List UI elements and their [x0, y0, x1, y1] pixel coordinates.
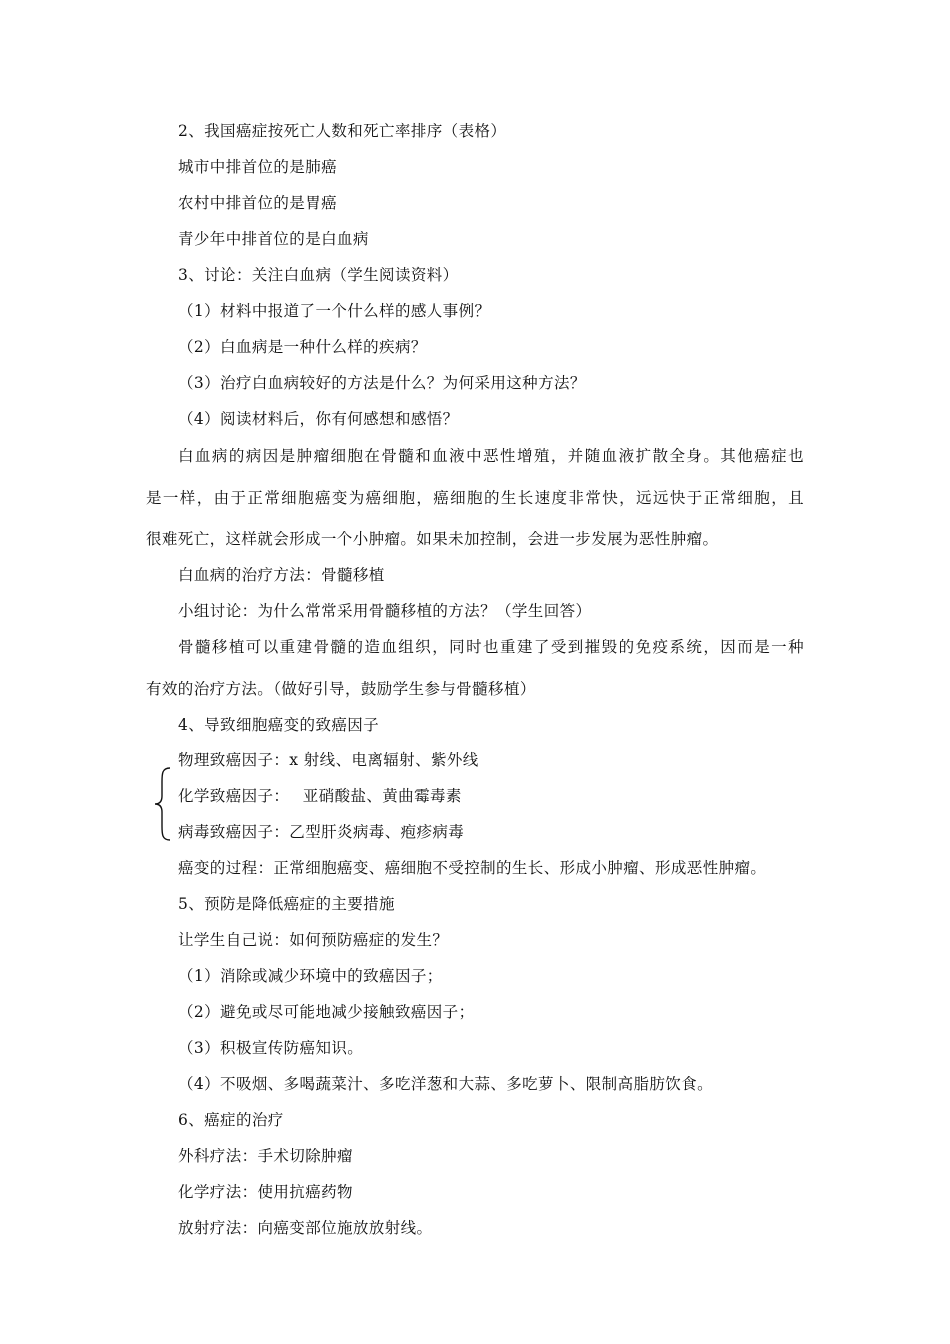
leukemia-paragraph-line-2: 是一样，由于正常细胞癌变为癌细胞，癌细胞的生长速度非常快，远远快于正常细胞，且	[146, 489, 804, 507]
section-5-heading: 5、预防是降低癌症的主要措施	[178, 895, 395, 913]
section-4-heading: 4、导致细胞癌变的致癌因子	[178, 716, 380, 734]
leukemia-paragraph-line-1: 白血病的病因是肿瘤细胞在骨髓和血液中恶性增殖，并随血液扩散全身。其他癌症也	[178, 447, 804, 465]
leukemia-paragraph-line-3: 很难死亡，这样就会形成一个小肿瘤。如果未加控制，会进一步发展为恶性肿瘤。	[146, 530, 719, 548]
prevention-intro: 让学生自己说：如何预防癌症的发生？	[178, 931, 449, 949]
prevention-point-4: （4）不吸烟、多喝蔬菜汁、多吃洋葱和大蒜、多吃萝卜、限制高脂肪饮食。	[178, 1075, 713, 1093]
discussion-question-2: （2）白血病是一种什么样的疾病？	[178, 338, 427, 356]
discussion-question-4: （4）阅读材料后，你有何感想和感悟？	[178, 410, 459, 428]
prevention-point-3: （3）积极宣传防癌知识。	[178, 1039, 364, 1057]
curly-brace-icon	[152, 766, 174, 842]
city-cancer-line: 城市中排首位的是肺癌	[178, 158, 338, 176]
prevention-point-1: （1）消除或减少环境中的致癌因子；	[178, 967, 443, 985]
discussion-question-3: （3）治疗白血病较好的方法是什么？为何采用这种方法？	[178, 374, 586, 392]
physical-carcinogens: 物理致癌因子：x 射线、电离辐射、紫外线	[178, 751, 479, 769]
chemo-therapy: 化学疗法：使用抗癌药物	[178, 1183, 353, 1201]
cancer-process-line: 癌变的过程：正常细胞癌变、癌细胞不受控制的生长、形成小肿瘤、形成恶性肿瘤。	[178, 859, 767, 877]
youth-cancer-line: 青少年中排首位的是白血病	[178, 230, 369, 248]
section-3-heading: 3、讨论：关注白血病（学生阅读资料）	[178, 266, 459, 284]
prevention-point-2: （2）避免或尽可能地减少接触致癌因子；	[178, 1003, 475, 1021]
treatment-line: 白血病的治疗方法：骨髓移植	[178, 566, 385, 584]
chemical-carcinogens: 化学致癌因子： 亚硝酸盐、黄曲霉毒素	[178, 787, 462, 805]
rural-cancer-line: 农村中排首位的是胃癌	[178, 194, 338, 212]
bone-marrow-paragraph-line-1: 骨髓移植可以重建骨髓的造血组织，同时也重建了受到摧毁的免疫系统，因而是一种	[178, 638, 804, 656]
section-6-heading: 6、癌症的治疗	[178, 1111, 284, 1129]
viral-carcinogens: 病毒致癌因子：乙型肝炎病毒、疱疹病毒	[178, 823, 465, 841]
section-2-heading: 2、我国癌症按死亡人数和死亡率排序（表格）	[178, 122, 507, 140]
bone-marrow-paragraph-line-2: 有效的治疗方法。（做好引导，鼓励学生参与骨髓移植）	[146, 680, 536, 698]
discussion-question-1: （1）材料中报道了一个什么样的感人事例？	[178, 302, 491, 320]
surgery-therapy: 外科疗法：手术切除肿瘤	[178, 1147, 353, 1165]
group-discussion-line: 小组讨论：为什么常常采用骨髓移植的方法？（学生回答）	[178, 602, 592, 620]
radiation-therapy: 放射疗法：向癌变部位施放放射线。	[178, 1219, 433, 1237]
